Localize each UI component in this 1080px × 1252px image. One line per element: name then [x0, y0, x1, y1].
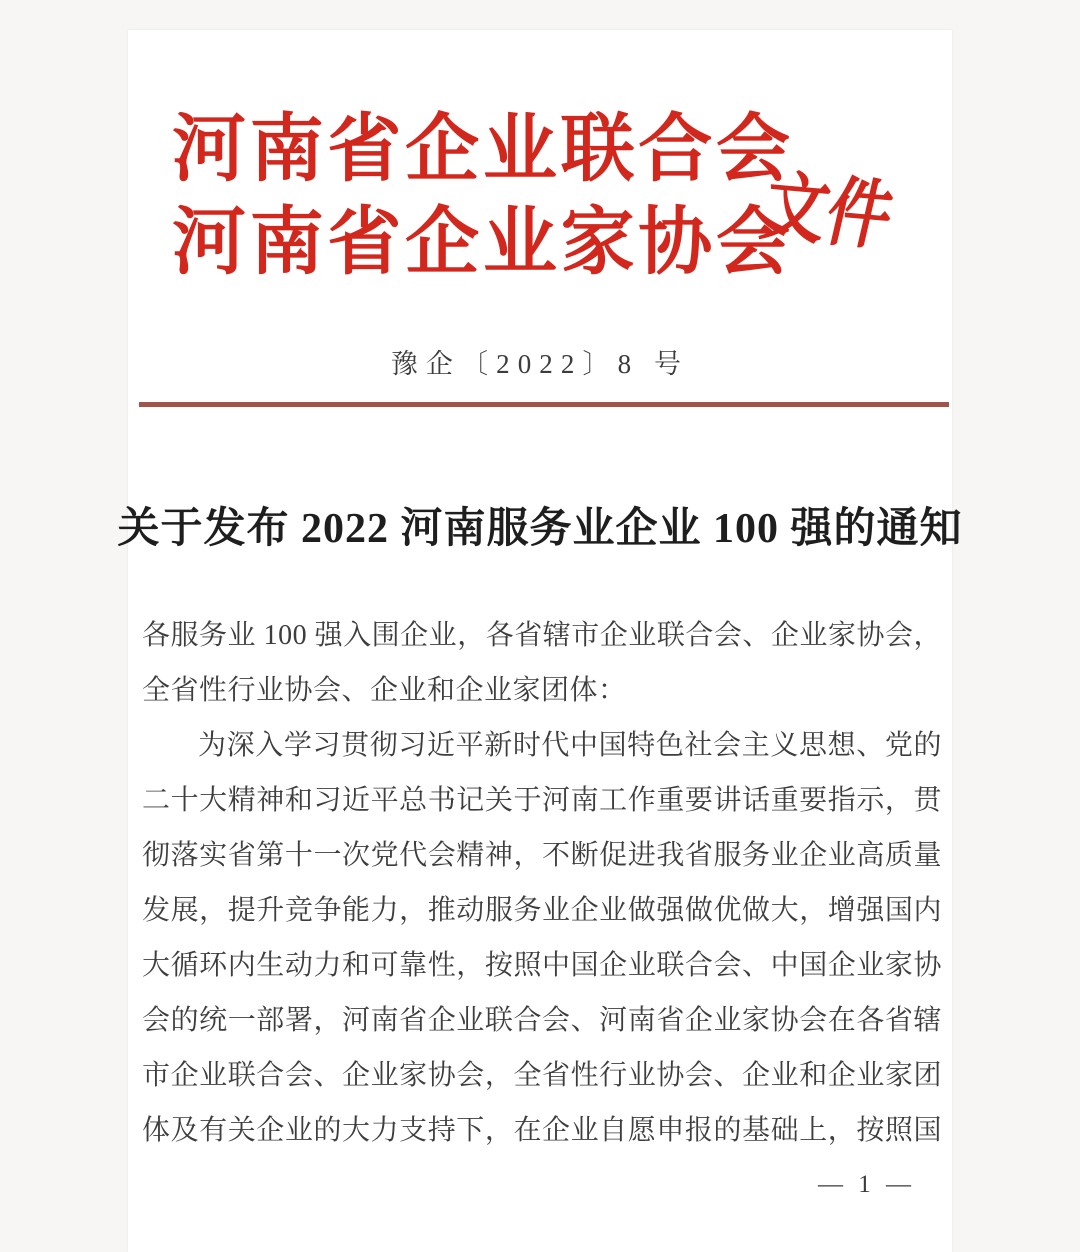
body-line: 各服务业 100 强入围企业，各省辖市企业联合会、企业家协会，: [142, 620, 942, 651]
body-line: 发展，提升竞争能力，推动服务业企业做强做优做大，增强国内: [142, 895, 942, 926]
doc-number: 豫企〔2022〕8 号: [390, 349, 690, 379]
body-line: 彻落实省第十一次党代会精神，不断促进我省服务业企业高质量: [142, 840, 942, 871]
body-line: 体及有关企业的大力支持下，在企业自愿申报的基础上，按照国: [142, 1115, 942, 1146]
letterhead: [172, 104, 792, 290]
body-line: 二十大精神和习近平总书记关于河南工作重要讲话重要指示，贯: [142, 785, 942, 816]
body-line: 会的统一部署，河南省企业联合会、河南省企业家协会在各省辖: [142, 1005, 942, 1036]
page-number: — 1 —: [818, 1171, 916, 1198]
doc-type-label: 文件: [754, 165, 901, 260]
body-line: 为深入学习贯彻习近平新时代中国特色社会主义思想、党的: [198, 730, 942, 761]
org-name-line-1: 河南省企业联合会: [172, 109, 792, 191]
org-name-line-2: 河南省企业家协会: [172, 202, 792, 284]
document-body: [142, 608, 942, 1158]
document-title: 关于发布 2022 河南服务业企业 100 强的通知: [117, 506, 963, 552]
body-line: 市企业联合会、企业家协会，全省性行业协会、企业和企业家团: [142, 1060, 942, 1091]
body-line: 大循环内生动力和可靠性，按照中国企业联合会、中国企业家协: [142, 950, 942, 981]
red-divider: [139, 402, 949, 407]
body-line: 全省性行业协会、企业和企业家团体：: [142, 675, 627, 706]
